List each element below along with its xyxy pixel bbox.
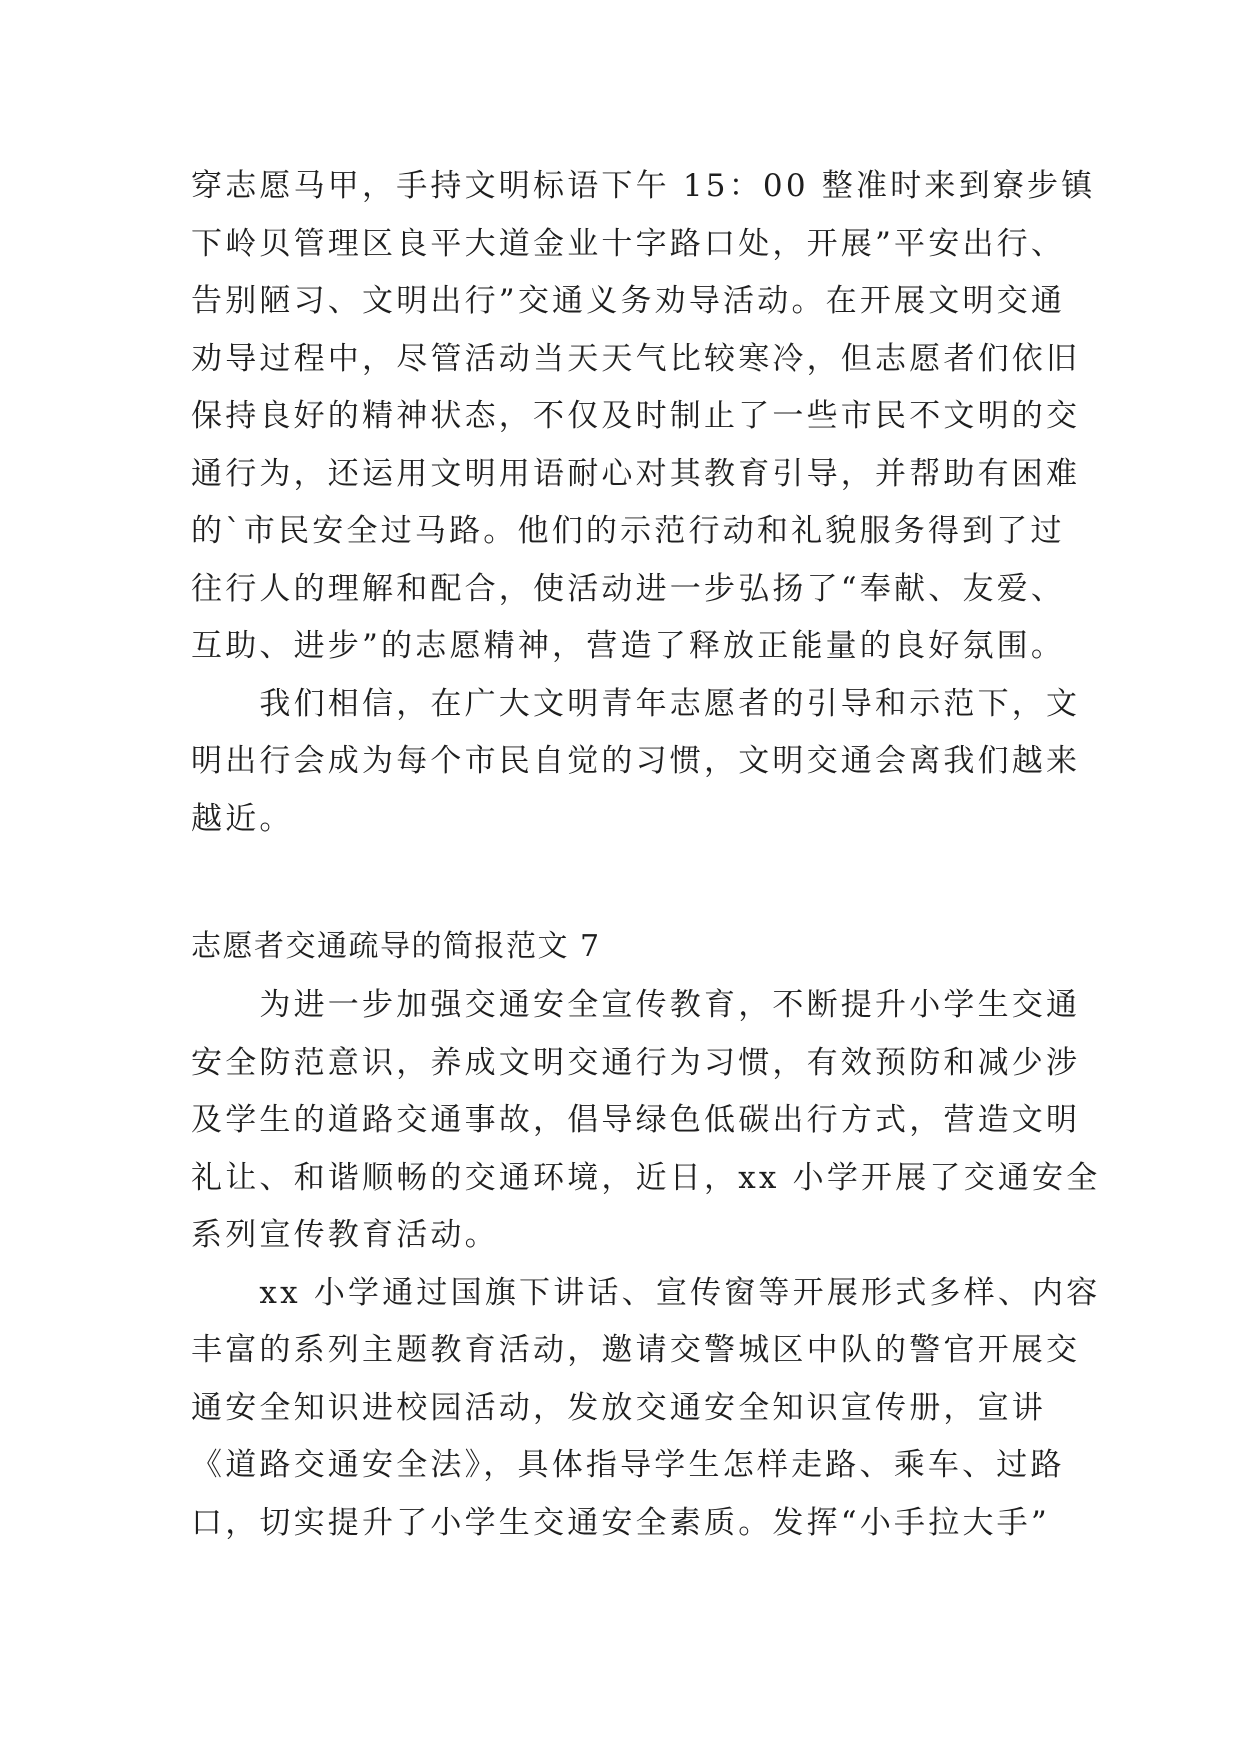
continued-paragraphs [191, 158, 1096, 848]
text-line: 往行人的理解和配合，使活动进一步弘扬了“奉献、友爱、 [191, 570, 1066, 607]
text-line: 明出行会成为每个市民自觉的习惯，文明交通会离我们越来 [191, 743, 1081, 779]
text-line: 丰富的系列主题教育活动，邀请交警城区中队的警官开展交 [191, 1332, 1081, 1368]
section-heading: 志愿者交通疏导的简报范文 7 [191, 929, 601, 964]
text-line: 越近。 [191, 800, 294, 837]
text-line: 及学生的道路交通事故，倡导绿色低碳出行方式，营造文明 [191, 1102, 1081, 1138]
text-line: 《道路交通安全法》，具体指导学生怎样走路、乘车、过路 [191, 1447, 1065, 1483]
section-7-paragraphs [191, 977, 1101, 1552]
text-line: 我们相信，在广大文明青年志愿者的引导和示范下，文 [191, 685, 1081, 722]
text-line: 系列宣传教育活动。 [191, 1217, 499, 1253]
text-line: 互助、进步”的志愿精神，营造了释放正能量的良好氛围。 [191, 628, 1066, 664]
text-line: 劝导过程中，尽管活动当天天气比较寒冷，但志愿者们依旧 [191, 340, 1081, 377]
text-line: 通行为，还运用文明用语耐心对其教育引导，并帮助有困难 [191, 455, 1081, 492]
text-line: 穿志愿马甲，手持文明标语下午 15：00 整准时来到寮步镇 [191, 168, 1096, 204]
text-line: 保持良好的精神状态，不仅及时制止了一些市民不文明的交 [191, 398, 1081, 434]
text-line: 告别陋习、文明出行”交通义务劝导活动。在开展文明交通 [191, 283, 1066, 319]
text-line: 安全防范意识，养成文明交通行为习惯，有效预防和减少涉 [191, 1044, 1081, 1081]
text-line: xx 小学通过国旗下讲话、宣传窗等开展形式多样、内容 [191, 1274, 1101, 1311]
text-line: 为进一步加强交通安全宣传教育，不断提升小学生交通 [191, 987, 1081, 1023]
text-line: 的`市民安全过马路。他们的示范行动和礼貌服务得到了过 [191, 513, 1065, 549]
text-line: 礼让、和谐顺畅的交通环境，近日，xx 小学开展了交通安全 [191, 1159, 1101, 1196]
text-line: 通安全知识进校园活动，发放交通安全知识宣传册，宣讲 [191, 1389, 1046, 1426]
text-line: 下岭贝管理区良平大道金业十字路口处，开展”平安出行、 [191, 225, 1066, 262]
text-line: 口，切实提升了小学生交通安全素质。发挥“小手拉大手” [191, 1504, 1050, 1541]
